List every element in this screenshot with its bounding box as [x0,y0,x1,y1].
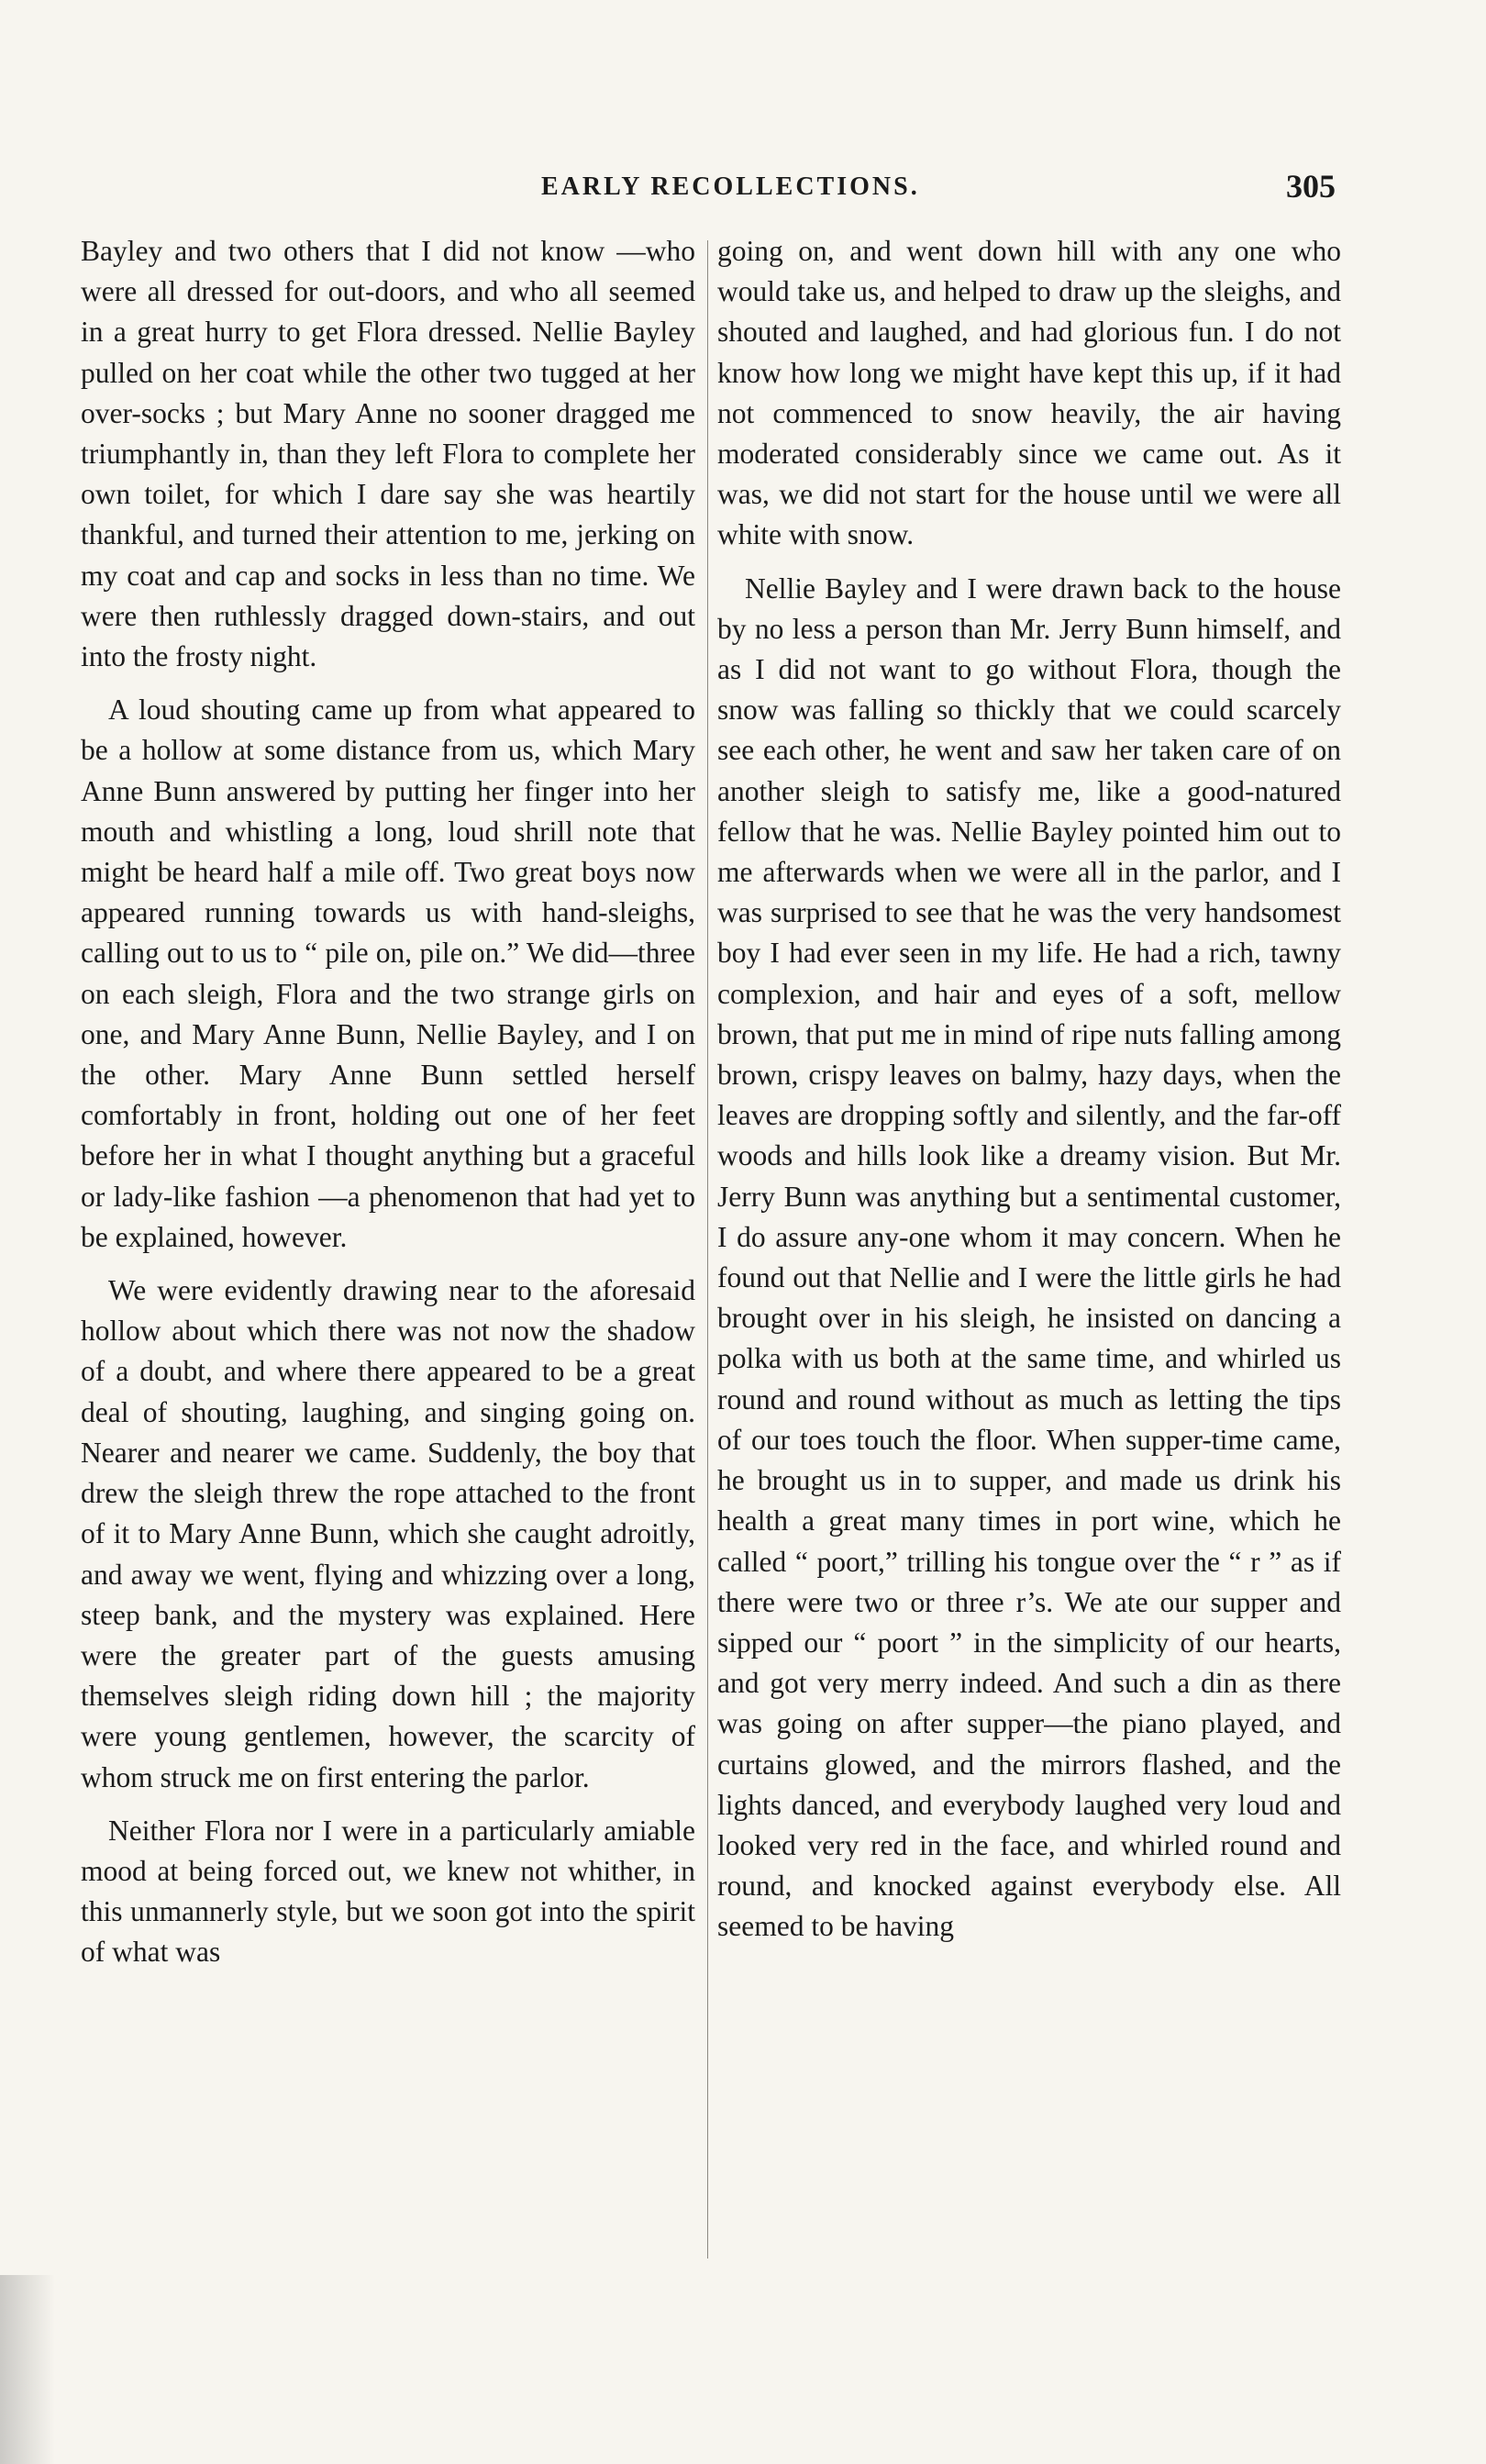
running-title: EARLY RECOLLECTIONS. [541,172,920,201]
page-edge-shadow [0,2275,55,2464]
paragraph: We were evidently drawing near to the aforesaid hollow about which there was not now the shadow of a doubt, and where there appeared to be a great deal of shouting, laughing, and singing going on. Nearer and nearer we came. Suddenly, the boy that drew the sleigh threw the rope attached to the front of it to Mary Anne Bunn, which she caught adroitly, and away we went, flying and whizzing over a long, steep bank, and the mystery was explained. Here were the greater part of the guests amusing themselves sleigh riding down hill ; the majority were young gentlemen, however, the scarcity of whom struck me on first entering the parlor. [81,1274,695,1793]
paragraph: Nellie Bayley and I were drawn back to the house by no less a person than Mr. Jerry Bunn himself, and as I did not want to go without Flora, though the snow was falling so thickly that we could scarcely see each other, he went and saw her taken care of on another sleigh to satisfy me, like a good-natured fellow that he was. Nellie Bayley pointed him out to me afterwards when we were all in the parlor, and I was surprised to see that he was the very handsomest boy I had ever seen in my life. He had a rich, tawny complexion, and hair and eyes of a soft, mellow brown, that put me in mind of ripe nuts falling among brown, crispy leaves on balmy, hazy days, when the leaves are dropping softly and silently, and the far-off woods and hills look like a dreamy vision. But Mr. Jerry Bunn was anything but a sentimental customer, I do assure any-one whom it may concern. When he found out that Nellie and I were the little girls he had brought over in his sleigh, he insisted on dancing a polka with us both at the same time, and whirled us round and round without as much as letting the tips of our toes touch the floor. When supper-time came, he brought us in to supper, and made us drink his health a great many times in port wine, which he called “ poort,” trilling his tongue over the “ r ” as if there were two or three r’s. We ate our supper and sipped our “ poort ” in the simplicity of our hearts, and got very merry indeed. And such a din as there was going on after supper—the piano played, and curtains glowed, and the mirrors flashed, and the lights danced, and everybody laughed very loud and looked very red in the face, and whirled round and round, and knocked against everybody else. All seemed to be having [717,572,1341,1943]
page-header [0,168,1486,218]
page-number: 305 [1286,168,1336,205]
paragraph: going on, and went down hill with any one who would take us, and helped to draw up the sleighs, and shouted and laughed, and had glorious fun. I do not know how long we might have kept this up, if it had not commenced to snow heavily, the air having moderated considerably since we came out. As it was, we did not start for the house until we were all white with snow. [717,235,1341,551]
paragraph: Neither Flora nor I were in a particularly amiable mood at being forced out, we knew not whither, in this unmannerly style, but we soon got into the spirit of what was [81,1814,695,1969]
paragraph: Bayley and two others that I did not know —who were all dressed for out-doors, and who all seemed in a great hurry to get Flora dressed. Nellie Bayley pulled on her coat while the other two tugged at her over-socks ; but Mary Anne no sooner dragged me triumphantly in, than they left Flora to complete her own toilet, for which I dare say she was heartily thankful, and turned their attention to me, jerking on my coat and cap and socks in less than no time. We were then ruthlessly dragged down-stairs, and out into the frosty night. [81,235,695,673]
left-column [81,231,695,1973]
paragraph: A loud shouting came up from what appeared to be a hollow at some distance from us, which Mary Anne Bunn answered by putting her finger into her mouth and whistling a long, loud shrill note that might be heard half a mile off. Two great boys now appeared running towards us with hand-sleighs, calling out to us to “ pile on, pile on.” We did—three on each sleigh, Flora and the two strange girls on one, and Mary Anne Bunn, Nellie Bayley, and I on the other. Mary Anne Bunn settled herself comfortably in front, holding out one of her feet before her in what I thought anything but a graceful or lady-like fashion —a phenomenon that had yet to be explained, however. [81,694,695,1253]
right-column [717,231,1341,1948]
column-divider [707,240,708,2259]
